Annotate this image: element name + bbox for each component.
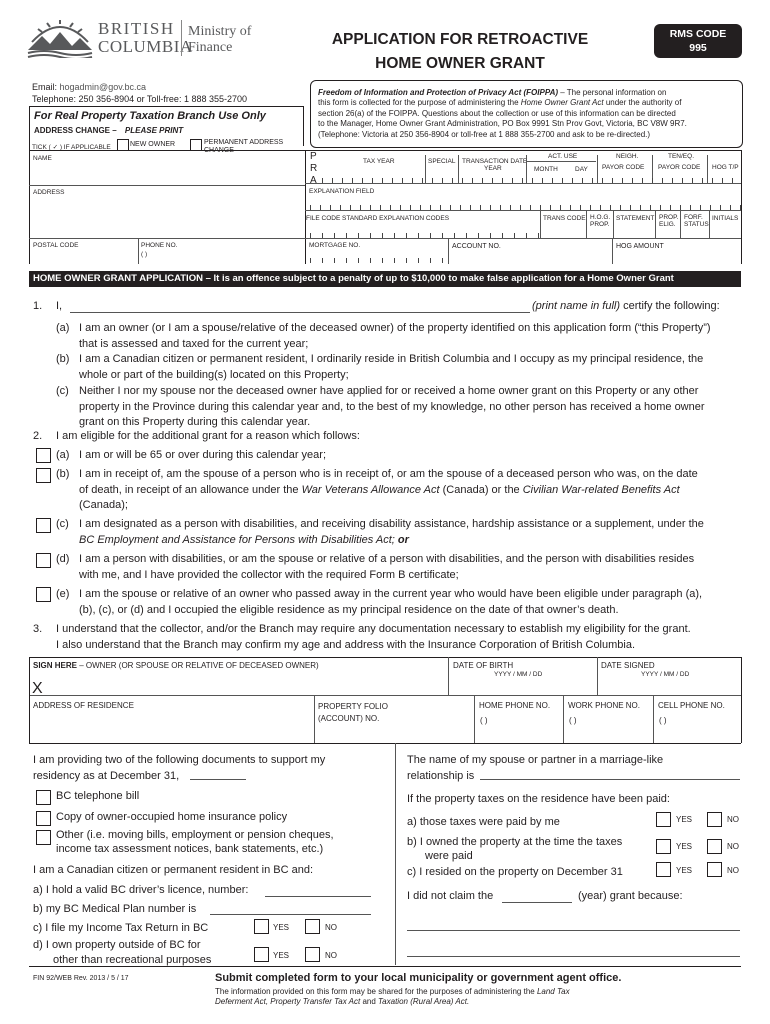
entry-tick: [740, 205, 741, 210]
bc-telephone-checkbox[interactable]: [36, 790, 51, 805]
entry-tick: [422, 178, 423, 183]
email-value[interactable]: hogadmin@gov.bc.ca: [59, 82, 147, 92]
phone-no-label: PHONE NO.: [141, 242, 178, 249]
logo-line2: COLUMBIA: [98, 37, 193, 56]
entry-tick: [432, 178, 433, 183]
print-name-hint: (print name in full): [532, 300, 621, 312]
section1-num: 1.: [33, 300, 43, 312]
did-not-claim-b: (year) grant because:: [578, 890, 683, 902]
did-not-claim-a: I did not claim the: [407, 890, 494, 902]
contact-telephone: Telephone: 250 356-8904 or Toll-free: 1 888 355-2700: [32, 94, 247, 104]
entry-tick: [322, 233, 323, 238]
entry-tick: [406, 233, 407, 238]
entry-tick: [330, 205, 331, 210]
ministry-line1: Ministry of: [188, 24, 252, 39]
entry-tick: [310, 258, 311, 263]
payor-code-label: PAYOR CODE: [602, 164, 645, 171]
entry-tick: [602, 178, 603, 183]
s2-c-label: (c): [56, 518, 69, 530]
entry-tick: [612, 178, 613, 183]
entry-tick: [382, 178, 383, 183]
entry-tick: [722, 178, 723, 183]
entry-tick: [502, 178, 503, 183]
entry-tick: [322, 258, 323, 263]
entry-tick: [430, 258, 431, 263]
footer-info: The information provided on this form may be shared for the purposes of administering the Land Tax Deferment Act, Property Transfer Tax Act and Taxation (Rural Area) Act.: [215, 987, 570, 1006]
drivers-licence-line[interactable]: [265, 896, 371, 897]
logo-line1: BRITISH: [98, 19, 175, 38]
docs-intro: I am providing two of the following documents to support my residency as at December 31,: [33, 754, 326, 782]
new-owner-label: NEW OWNER: [130, 141, 176, 148]
entry-tick: [730, 205, 731, 210]
address-change-label: ADDRESS CHANGE – PLEASE PRINT: [34, 126, 184, 135]
title-line2: HOME OWNER GRANT: [375, 55, 545, 72]
year-label: YEAR: [484, 165, 502, 172]
entry-tick: [418, 258, 419, 263]
s2-b-label: (b): [56, 468, 70, 480]
entry-tick: [552, 178, 553, 183]
s2-b-checkbox[interactable]: [36, 468, 51, 483]
entry-tick: [346, 233, 347, 238]
address-residence-label[interactable]: ADDRESS OF RESIDENCE: [33, 701, 134, 710]
entry-tick: [692, 178, 693, 183]
statement-label: STATEMENT: [616, 215, 655, 222]
owned-property-yes-label: YES: [676, 842, 693, 851]
work-phone-label: WORK PHONE NO.: [568, 701, 641, 710]
s1-a-label: (a): [56, 322, 70, 334]
outside-property-no-label: NO: [325, 951, 337, 960]
entry-tick: [632, 178, 633, 183]
s1-b-text: I am a Canadian citizen or permanent resident, I ordinarily reside in British Columbia and I occupy as my principal residence, the whole or part of the building(s) located on this Property;: [79, 353, 704, 381]
resided-no-label: NO: [727, 866, 739, 875]
foippa-heading: Freedom of Information and Protection of Privacy Act (FOIPPA): [318, 88, 559, 97]
rms-label: RMS CODE: [669, 28, 727, 40]
entry-tick: [532, 178, 533, 183]
s2-a-text: I am or will be 65 or over during this calendar year;: [79, 449, 327, 461]
entry-tick: [442, 258, 443, 263]
entry-tick: [370, 205, 371, 210]
entry-tick: [392, 178, 393, 183]
entry-tick: [490, 233, 491, 238]
entry-tick: [702, 178, 703, 183]
entry-tick: [360, 205, 361, 210]
entry-tick: [622, 178, 623, 183]
explanation-field-label: EXPLANATION FIELD: [309, 188, 375, 195]
entry-tick: [640, 205, 641, 210]
outside-property-label: d) I own property outside of BC for other than recreational purposes: [33, 939, 212, 966]
entry-tick: [720, 205, 721, 210]
s2-c-text: I am designated as a person with disabilities, and receiving disability assistance, hardship assistance or a supplement, under the BC Employment and Assistance for Persons with Disabilities Act; or: [79, 518, 704, 546]
entry-tick: [480, 205, 481, 210]
month-label: MONTH: [534, 166, 558, 173]
entry-tick: [710, 205, 711, 210]
forf-status-label: FORF. STATUS: [684, 214, 709, 228]
medical-plan-line[interactable]: [210, 914, 371, 915]
entry-tick: [680, 205, 681, 210]
entry-tick: [650, 205, 651, 210]
entry-tick: [380, 205, 381, 210]
entry-tick: [382, 258, 383, 263]
postal-code-label: POSTAL CODE: [33, 242, 79, 249]
entry-tick: [346, 258, 347, 263]
dob-format[interactable]: YYYY / MM / DD: [494, 671, 543, 678]
entry-tick: [514, 233, 515, 238]
home-phone-label: HOME PHONE NO.: [479, 701, 551, 710]
s2-d-label: (d): [56, 553, 70, 565]
foippa-line2b: under the authority of: [603, 98, 682, 108]
s2-e-checkbox[interactable]: [36, 587, 51, 602]
transaction-date-label: TRANSACTION DATE: [462, 158, 528, 165]
entry-tick: [350, 205, 351, 210]
entry-tick: [406, 258, 407, 263]
account-no-label: ACCOUNT NO.: [452, 243, 501, 250]
entry-tick: [310, 205, 311, 210]
s2-d-text: I am a person with disabilities, or am the spouse or relative of a person with disabilities, and the person with disabilities resides with me, and I have provided the collector with the required Form B certificate;: [79, 553, 695, 581]
resided-no-checkbox[interactable]: [707, 862, 722, 877]
entry-tick: [410, 205, 411, 210]
trans-code-label: TRANS CODE: [543, 215, 586, 222]
entry-tick: [370, 258, 371, 263]
entry-tick: [570, 205, 571, 210]
form-id: FIN 92/WEB Rev. 2013 / 5 / 17: [33, 975, 129, 982]
entry-tick: [620, 205, 621, 210]
entry-tick: [340, 205, 341, 210]
s2-b-text: I am in receipt of, am the spouse of a person who is in receipt of, or am the spouse of a deceased person who was, on the date of death, in receipt of an allowance under the War Veterans Allowance Act (Canada) or the Civilian War-related Benefits Act (Canada);: [79, 468, 698, 511]
cell-phone-paren[interactable]: ( ): [659, 716, 667, 725]
entry-tick: [572, 178, 573, 183]
s1-c-label: (c): [56, 385, 69, 397]
initials-label: INITIALS: [712, 215, 739, 222]
resided-yes-label: YES: [676, 866, 693, 875]
spouse-label: The name of my spouse or partner in a marriage-like relationship is: [407, 754, 664, 782]
taxes-paid-yes-checkbox[interactable]: [656, 812, 671, 827]
entry-tick: [400, 205, 401, 210]
outside-property-yes-label: YES: [273, 951, 290, 960]
reason-line-2[interactable]: [407, 956, 740, 957]
residency-year-line[interactable]: [190, 779, 246, 780]
entry-tick: [342, 178, 343, 183]
owned-property-no-label: NO: [727, 842, 739, 851]
spouse-name-line[interactable]: [480, 779, 740, 780]
entry-tick: [500, 205, 501, 210]
mortgage-no-label: MORTGAGE NO.: [309, 242, 361, 249]
permanent-address-label: PERMANENT ADDRESS CHANGE: [204, 139, 284, 154]
entry-tick: [512, 178, 513, 183]
special-label: SPECIAL: [428, 158, 456, 165]
entry-tick: [492, 178, 493, 183]
day-label: DAY: [575, 166, 588, 173]
file-code-label: FILE CODE: [306, 215, 341, 222]
date-signed-format[interactable]: YYYY / MM / DD: [641, 671, 690, 678]
entry-tick: [662, 178, 663, 183]
reason-line-1[interactable]: [407, 930, 740, 931]
folio-label[interactable]: PROPERTY FOLIO (ACCOUNT) NO.: [318, 702, 388, 723]
entry-tick: [430, 205, 431, 210]
entry-tick: [390, 205, 391, 210]
offence-banner: HOME OWNER GRANT APPLICATION – It is an offence subject to a penalty of up to $10,000 to make false application for a Home Owner Grant: [29, 271, 741, 287]
entry-tick: [550, 205, 551, 210]
entry-tick: [358, 258, 359, 263]
entry-tick: [542, 178, 543, 183]
entry-tick: [732, 178, 733, 183]
entry-tick: [580, 205, 581, 210]
income-tax-yes-label: YES: [273, 923, 290, 932]
income-tax-yes-checkbox[interactable]: [254, 919, 269, 934]
entry-tick: [582, 178, 583, 183]
rms-code-badge: [654, 24, 742, 58]
work-phone-paren[interactable]: ( ): [569, 716, 577, 725]
income-tax-label: c) I file my Income Tax Return in BC: [33, 922, 209, 934]
resided-yes-checkbox[interactable]: [656, 862, 671, 877]
act-use-label: ACT. USE: [548, 153, 578, 160]
std-codes-label: STANDARD EXPLANATION CODES: [342, 215, 450, 222]
entry-tick: [700, 205, 701, 210]
office-use-heading: For Real Property Taxation Branch Use Only: [34, 110, 266, 122]
s2-e-text: I am the spouse or relative of an owner who passed away in the current year who would have been eligible under paragraph (a), (b), (c), or (d) and I occupied the eligible residence as my principal residence on the date of that owner’s death.: [79, 588, 703, 616]
entry-tick: [600, 205, 601, 210]
entry-tick: [334, 233, 335, 238]
neigh-label: NEIGH.: [616, 153, 639, 160]
entry-tick: [502, 233, 503, 238]
taxes-paid-yes-label: YES: [676, 815, 693, 824]
entry-tick: [526, 233, 527, 238]
outside-property-no-checkbox[interactable]: [305, 947, 320, 962]
hog-tp-label: HOG T/P: [712, 164, 739, 171]
entry-tick: [482, 178, 483, 183]
s1-c-text: Neither I nor my spouse nor the deceased owner have applied for or received a home owner grant on this Property or any other property in the Province during this calendar year and, to the best of my knowledge, no other person has received a home owner grant on this Property during this calendar year.: [79, 385, 705, 428]
resided-label: c) I resided on the property on December 31: [407, 866, 623, 878]
entry-tick: [320, 205, 321, 210]
foippa-line3: section 26(a) of the FOIPPA. Questions about the collection or use of this information can be directed: [318, 108, 676, 118]
form-title: [300, 28, 620, 76]
section3-num: 3.: [33, 623, 43, 635]
s1-a-text: I am an owner (or I am a spouse/relative of the deceased owner) of the property identified on this application form (“this Property”) that is assessed and taxed for the current year;: [79, 322, 711, 350]
entry-tick: [672, 178, 673, 183]
sign-here-label: SIGN HERE – OWNER (OR SPOUSE OR RELATIVE OF DECEASED OWNER): [33, 661, 319, 670]
foippa-line2a: this form is collected for the purpose of administering the: [318, 98, 521, 108]
cell-phone-label: CELL PHONE NO.: [658, 701, 725, 710]
entry-tick: [362, 178, 363, 183]
pra-letters: P R A: [310, 151, 318, 186]
submit-instruction: Submit completed form to your local municipality or government agent office.: [215, 972, 622, 984]
entry-tick: [590, 205, 591, 210]
section1-i: I,: [56, 300, 63, 312]
contact-email: [32, 82, 146, 92]
foippa-line5: (Telephone: Victoria at 250 356-8904 or toll-free at 1 888 355-2700 and ask to be re-directed.): [318, 129, 651, 139]
section3-text: I understand that the collector, and/or the Branch may require any documentation necessary to establish my eligibility for the grant. I also understand that the Branch may confirm my age and address with the Insurance Corporation of British Columbia.: [56, 623, 691, 651]
entry-tick: [472, 178, 473, 183]
entry-tick: [412, 178, 413, 183]
entry-tick: [382, 233, 383, 238]
entry-tick: [538, 233, 539, 238]
entry-tick: [652, 178, 653, 183]
entry-tick: [418, 233, 419, 238]
bc-sun-mountain-icon: [24, 18, 96, 58]
entry-tick: [370, 233, 371, 238]
ten-eq-label: TEN/EQ.: [668, 153, 695, 160]
medical-plan-label: b) my BC Medical Plan number is: [33, 903, 197, 915]
entry-tick: [562, 178, 563, 183]
entry-tick: [394, 233, 395, 238]
hog-amount-label: HOG AMOUNT: [616, 243, 664, 250]
income-tax-no-label: NO: [325, 923, 337, 932]
entry-tick: [334, 258, 335, 263]
owned-property-no-checkbox[interactable]: [707, 839, 722, 854]
entry-tick: [540, 205, 541, 210]
outside-property-yes-checkbox[interactable]: [254, 947, 269, 962]
hog-prop-label: H.O.G. PROP.: [590, 214, 611, 228]
entry-tick: [430, 233, 431, 238]
foippa-line4: to the Manager, Home Owner Grant Administration, PO Box 9991 Stn Prov Govt, Victoria, BC V8W 9R7.: [318, 119, 687, 129]
entry-tick: [470, 205, 471, 210]
home-phone-paren[interactable]: ( ): [480, 716, 488, 725]
s2-a-checkbox[interactable]: [36, 448, 51, 463]
s2-e-label: (e): [56, 588, 70, 600]
entry-tick: [682, 178, 683, 183]
dob-label: DATE OF BIRTH: [453, 661, 514, 670]
bc-resident-label: I am a Canadian citizen or permanent resident in BC and:: [33, 864, 314, 876]
entry-tick: [442, 178, 443, 183]
signature-x-mark[interactable]: X: [32, 680, 43, 697]
entry-tick: [460, 205, 461, 210]
entry-tick: [592, 178, 593, 183]
entry-tick: [450, 205, 451, 210]
s2-d-checkbox[interactable]: [36, 553, 51, 568]
name-label: NAME: [33, 155, 52, 162]
s1-b-label: (b): [56, 353, 70, 365]
entry-tick: [522, 178, 523, 183]
other-docs-label: Other (i.e. moving bills, employment or pension cheques, income tax assessment notices, bank statements, etc.): [56, 829, 334, 855]
foippa-line1: – The personal information on: [558, 88, 667, 97]
entry-tick: [520, 205, 521, 210]
entry-tick: [478, 233, 479, 238]
s2-c-checkbox[interactable]: [36, 518, 51, 533]
entry-tick: [332, 178, 333, 183]
owned-property-label: b) I owned the property at the time the taxes were paid: [407, 836, 623, 862]
foippa-notice: [318, 88, 738, 140]
entry-tick: [660, 205, 661, 210]
entry-tick: [712, 178, 713, 183]
date-signed-label: DATE SIGNED: [601, 661, 655, 670]
entry-tick: [352, 178, 353, 183]
entry-tick: [452, 178, 453, 183]
owned-property-yes-checkbox[interactable]: [656, 839, 671, 854]
income-tax-no-checkbox[interactable]: [305, 919, 320, 934]
entry-tick: [630, 205, 631, 210]
entry-tick: [442, 233, 443, 238]
entry-tick: [690, 205, 691, 210]
entry-tick: [530, 205, 531, 210]
entry-tick: [670, 205, 671, 210]
entry-tick: [440, 205, 441, 210]
email-label: Email:: [32, 82, 58, 92]
ministry-line2: Finance: [188, 40, 233, 55]
tax-year-label: TAX YEAR: [363, 158, 395, 165]
print-name-line[interactable]: [70, 312, 530, 313]
s2-a-label: (a): [56, 449, 70, 461]
foippa-line2-act: Home Owner Grant Act: [520, 98, 604, 108]
entry-tick: [394, 258, 395, 263]
bc-logo: [24, 18, 96, 58]
entry-tick: [462, 178, 463, 183]
section2-num: 2.: [33, 430, 43, 442]
entry-tick: [466, 233, 467, 238]
drivers-licence-label: a) I hold a valid BC driver’s licence, number:: [33, 884, 249, 896]
phone-paren: ( ): [141, 251, 148, 258]
entry-tick: [454, 233, 455, 238]
taxes-paid-no-checkbox[interactable]: [707, 812, 722, 827]
title-line1: APPLICATION FOR RETROACTIVE: [331, 31, 589, 48]
section2-intro: I am eligible for the additional grant for a reason which follows:: [56, 430, 360, 442]
entry-tick: [358, 233, 359, 238]
rms-value: 995: [689, 42, 707, 54]
tick-label: TICK ( ✓ ) IF APPLICABLE: [32, 144, 111, 151]
certify-text: certify the following:: [620, 300, 720, 312]
address-label: ADDRESS: [33, 189, 65, 196]
entry-tick: [490, 205, 491, 210]
bc-telephone-label: BC telephone bill: [56, 790, 140, 802]
entry-tick: [322, 178, 323, 183]
entry-tick: [642, 178, 643, 183]
ministry-name: [188, 24, 251, 56]
logo-wordmark: [98, 20, 193, 56]
taxes-intro: If the property taxes on the residence have been paid:: [407, 793, 670, 805]
other-docs-checkbox[interactable]: [36, 830, 51, 845]
insurance-label: Copy of owner-occupied home insurance policy: [56, 811, 288, 823]
prop-elig-label: PROP. ELIG.: [659, 214, 679, 228]
taxes-paid-label: a) those taxes were paid by me: [407, 816, 560, 828]
insurance-checkbox[interactable]: [36, 811, 51, 826]
entry-tick: [420, 205, 421, 210]
entry-tick: [610, 205, 611, 210]
taxes-paid-no-label: NO: [727, 815, 739, 824]
entry-tick: [310, 233, 311, 238]
entry-tick: [510, 205, 511, 210]
payor-code2-label: PAYOR CODE: [658, 164, 701, 171]
claim-year-line[interactable]: [502, 902, 572, 903]
entry-tick: [560, 205, 561, 210]
entry-tick: [402, 178, 403, 183]
entry-tick: [372, 178, 373, 183]
section1-certify: [532, 299, 720, 315]
